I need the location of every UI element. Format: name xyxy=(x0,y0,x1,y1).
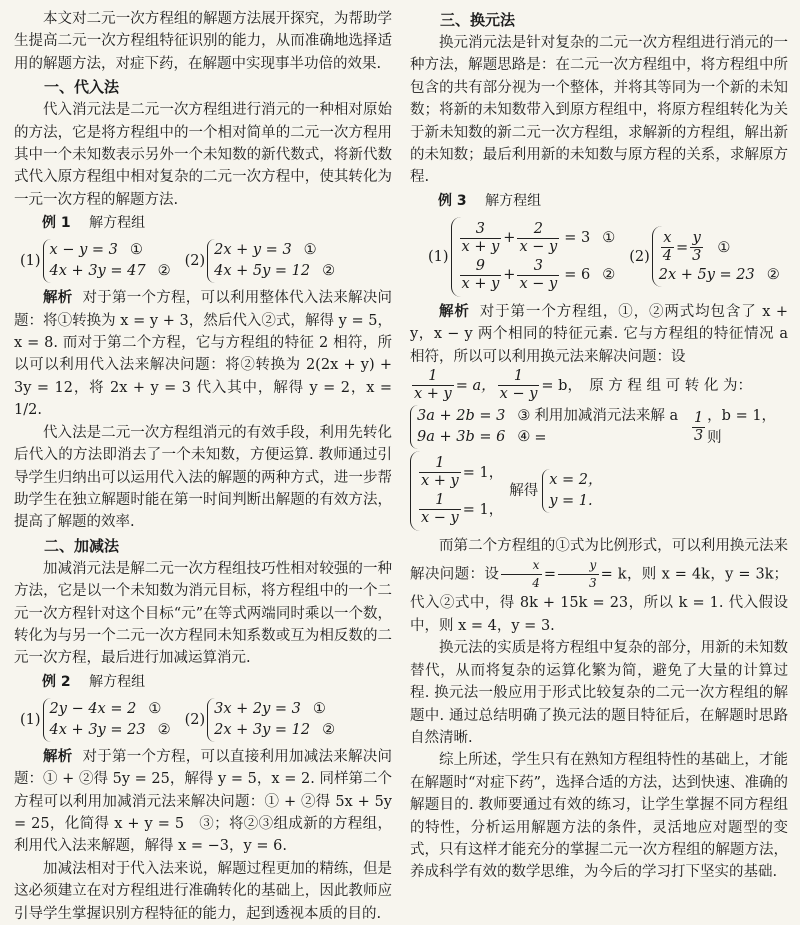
equation-system xyxy=(207,698,335,742)
circled-number: ① xyxy=(129,242,143,259)
section-3-summary: 换元法的实质是将方程组中复杂的部分，用新的未知数替代，从而将复杂的运算化繁为简，避免了大量的计算过程. 换元法一般应用于形式比较复杂的二元一次方程组的解题中. 通过总结明确了换元法的题目特征后，在解题时思路自然清晰. xyxy=(410,640,788,746)
analysis-label: 解析 xyxy=(439,303,470,320)
circled-number: ① xyxy=(602,230,616,247)
equation-system xyxy=(451,217,616,297)
section-2-title: 二、加减法 xyxy=(44,536,120,555)
example-2-heading xyxy=(14,670,392,694)
example-1-text: 解方程组 xyxy=(89,215,146,232)
intro-paragraph: 本文对二元一次方程组的解题方法展开探究，为帮助学生提高二元一次方程组特征识别的能力，从而准确地选择适用的解题方法，对症下药，在解题中实现事半功倍的效果. xyxy=(14,11,392,72)
equation: $\frac{3}{x + y}$ + $\frac{2}{x - y}$ = 3 ① xyxy=(461,220,616,255)
section-1-title: 一、代入法 xyxy=(44,78,120,97)
section-2-summary: 加减法相对于代入法来说，解题过程更加的精练，但是这必须建立在对方程组进行准确转化的基础上，因此教师应引导学生掌握识别方程特征的能力，起到透视本质的目的. xyxy=(14,860,392,922)
equation: $\frac{x}{4}$ = $\frac{y}{3}$ ① xyxy=(662,230,731,265)
equation: 2y − 4x = 2 ① xyxy=(49,700,162,717)
example-2-label: 例 2 xyxy=(42,673,71,690)
system-number: (1) xyxy=(20,711,41,728)
system-number: (2) xyxy=(184,253,206,270)
system-number: (2) xyxy=(184,711,206,728)
equation: 2x + y = 3 ① xyxy=(214,242,317,259)
example-3-label: 例 3 xyxy=(438,192,467,209)
system-number: (1) xyxy=(428,248,449,265)
circled-number: ② xyxy=(157,263,171,280)
equation: 3x + 2y = 3 ① xyxy=(214,700,326,717)
fraction: $\frac{2}{x - y}$ xyxy=(519,220,558,255)
analysis-label: 解析 xyxy=(43,290,73,307)
equation: 4x + 5y = 12 ② xyxy=(214,263,336,280)
section-1-summary: 代入法是二元一次方程组消元的有效手段，利用先转化后代入的方法即消去了一个未知数，方便运算. 教师通过引导学生归纳出可以运用代入法的解题的两种方式，进一步帮助学生在独立解题时能在第一时间判断出解题的有效方法，提高了解题的效率. xyxy=(14,424,392,531)
example-1-analysis: 解析 对于第一个方程，可以利用整体代入法来解决问题：将①转换为 x = y + 3，然后代入②式，解得 y = 5，x = 8. 而对于第二个方程，它与方程组的特征 2 相符，所以可以利用代入法来解决问题：将②转换为 2(2x + y) + 3y = 12，将 2x + y = 3 代入其中，解得 y = 2，x = 1/2. xyxy=(14,290,392,419)
fraction: $\frac{x}{4}$ xyxy=(501,557,542,592)
circled-number: ② xyxy=(157,721,171,738)
equation-system xyxy=(43,698,171,742)
equation: 4x + 3y = 47 ② xyxy=(49,263,171,280)
equation: 4x + 3y = 23 ② xyxy=(49,721,171,738)
fraction: $\frac{1}{3}$ xyxy=(693,409,704,444)
circled-number: ① xyxy=(717,239,731,256)
fraction: $\frac{3}{x - y}$ xyxy=(519,257,558,292)
equation: 2x + 5y = 23 ② xyxy=(658,267,780,284)
fraction: $\frac{y}{3}$ xyxy=(692,230,702,265)
circled-number: ④ xyxy=(517,429,531,446)
substitution-line: $\frac{1}{x + y}$ = a， $\frac{1}{x - y}$ = b， 原 方 程 组 可 转 化 为： xyxy=(414,368,752,403)
equation-system xyxy=(652,226,780,287)
fraction: $\frac{9}{x + y}$ xyxy=(461,257,500,292)
fraction: $\frac{1}{x + y}$ xyxy=(421,455,459,490)
equation: 2x + 3y = 12 ② xyxy=(214,721,336,738)
equation-system: $\frac{1}{x + y}$ = 1， $\frac{1}{x - y}$ = 1， xyxy=(410,451,503,531)
left-column xyxy=(14,8,392,925)
section-3-paragraph: 换元消元法是针对复杂的二元一次方程组进行消元的一种方法，解题思路是：在二元一次方程组中，将方程组中所包含的共有部分视为一个整体，并将其等同为一个新的未知数；将新的未知数带入到原方程组中，将原方程组转化为关于新未知数的新二元一次方程组，求解新的方程组，解出新的未知数；最后利用新的未知数与原方程的关系，求解原方程. xyxy=(410,35,788,186)
conclusion-paragraph: 综上所述，学生只有在熟知方程组特性的基础上，才能在解题时“对症下药”，选择合适的方法，达到快速、准确的解题目的. 教师要通过有效的练习，让学生掌握不同方程组的特性，分析运用解题方法的条件，灵活地应对题型的变式，只有这样才能充分的掌握二元一次方程组的解题方法，养成科学有效的数学思维，为今后的学习打下坚实的基础. xyxy=(410,752,788,881)
fraction: $\frac{1}{x - y}$ xyxy=(421,492,459,527)
example-2-systems xyxy=(14,698,392,742)
section-3-title: 三、换元法 xyxy=(440,11,516,29)
equation-system xyxy=(43,239,171,283)
fraction: $\frac{1}{x + y}$ xyxy=(414,368,452,403)
system-number: (1) xyxy=(20,253,41,270)
example-3-part2: 而第二个方程组的①式为比例形式，可以利用换元法来解决问题：设 $\frac{x}{4}$ = $\frac{y}{3}$ = k，则 x = 4k，y = 3k；代入②式中，得 8k + 15k = 23，所以 k = 1. 代入假设中，则 x = 4，y = 3. xyxy=(410,538,788,634)
new-system-line: 3a + 2b = 3 ③ 9a + 3b = 6 ④ 利用加减消元法来解 a = $\frac{1}{3}$ ，b = 1，则 xyxy=(410,405,788,449)
example-2-analysis: 解析 对于第一个方程，可以直接利用加减法来解决问题：① + ②得 5y = 25，解得 y = 5，x = 2. 同样第二个方程可以利用加减消元法来解决问题：① + ②得 5x + 5y = 25，化简得 x + y = 5 ③；将②③组成新的方程组，利用代入法来解题，解得 x = −3，y = 6. xyxy=(14,748,392,855)
example-1-systems xyxy=(14,239,392,283)
circled-number: ③ xyxy=(517,408,531,425)
fraction: $\frac{x}{4}$ xyxy=(662,230,672,265)
circled-number: ① xyxy=(312,700,326,717)
circled-number: ② xyxy=(766,267,780,284)
solution-system: x = 2， y = 1. xyxy=(542,469,602,513)
right-column xyxy=(410,8,788,884)
analysis-label: 解析 xyxy=(43,748,73,765)
equation: x − y = 3 ① xyxy=(49,242,143,259)
example-3-systems xyxy=(410,217,788,297)
section-2-paragraph: 加减消元法是解二元一次方程组技巧性相对较强的一种方法，它是以一个未知数为消元目标，将方程组中的一个二元一次方程针对这个目标“元”在等式两端同时乘以一个数，转化为与另一个二元一次方程同未知系数或互为相反数的二元一次方程，最后进行加减运算消元. xyxy=(14,560,392,667)
fraction: $\frac{3}{x + y}$ xyxy=(461,220,500,255)
fraction: $\frac{1}{x - y}$ xyxy=(499,368,538,403)
system-number: (2) xyxy=(629,248,650,265)
section-1-paragraph: 代入消元法是二元一次方程组进行消元的一种相对原始的方法，它是将方程组中的一个相对简单的二元一次方程用其中一个未知数表示另外一个未知数的新代数式，将新代数式代入原方程组中相对复杂的二元一次方程中，使其转化为一元一次方程的解题方法. xyxy=(14,102,392,208)
circled-number: ② xyxy=(322,263,336,280)
example-3-heading xyxy=(410,189,788,213)
circled-number: ① xyxy=(148,700,162,717)
equation-system xyxy=(207,239,335,283)
example-1-heading xyxy=(14,211,392,235)
example-2-text: 解方程组 xyxy=(89,673,146,690)
equation: $\frac{9}{x + y}$ + $\frac{3}{x - y}$ = 6 ② xyxy=(461,257,616,292)
example-1-label: 例 1 xyxy=(42,215,71,232)
example-3-text: 解方程组 xyxy=(485,192,542,209)
circled-number: ① xyxy=(303,242,317,259)
circled-number: ② xyxy=(602,267,616,284)
circled-number: ② xyxy=(322,721,336,738)
equation-system: 3a + 2b = 3 ③ 9a + 3b = 6 ④ xyxy=(410,405,530,449)
fraction: $\frac{y}{3}$ xyxy=(558,557,599,592)
example-3-analysis: 解析 对于第一个方程组，①，②两式均包含了 x + y，x − y 两个相同的特征元素. 它与方程组的特征情况 a 相符，所以可以利用换元法来解决问题：设 xyxy=(410,303,789,365)
back-substitution-line: $\frac{1}{x + y}$ = 1， $\frac{1}{x - y}$ = 1， 解得 x = 2， y = 1. xyxy=(410,451,788,531)
